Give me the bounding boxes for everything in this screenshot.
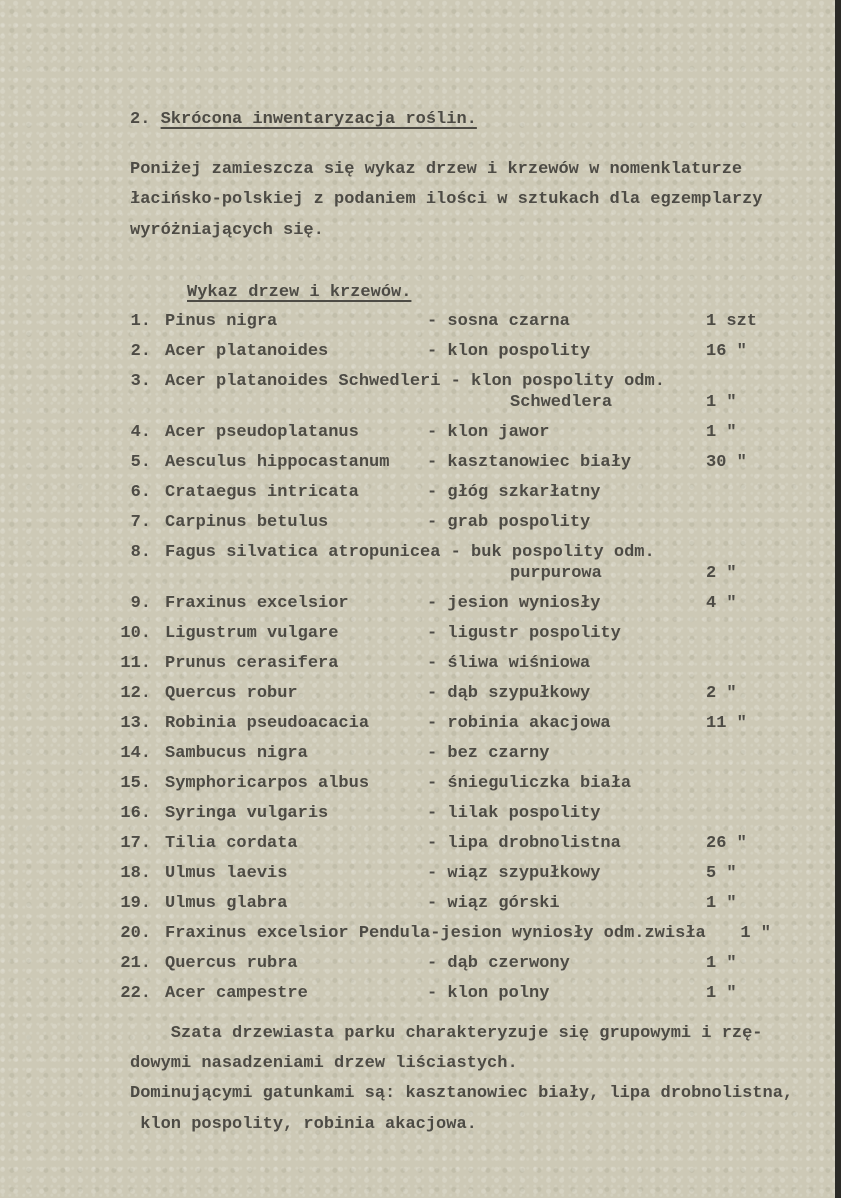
polish-name: - klon jawor bbox=[427, 423, 550, 442]
polish-name: - dąb szypułkowy bbox=[427, 684, 591, 703]
list-item bbox=[0, 543, 841, 594]
polish-name: - robinia akacjowa bbox=[427, 714, 611, 733]
item-number: 10. bbox=[120, 624, 151, 643]
list-item bbox=[0, 744, 841, 774]
list-item bbox=[0, 423, 841, 453]
latin-name: Tilia cordata bbox=[165, 834, 298, 853]
list-item bbox=[0, 453, 841, 483]
polish-name: - wiąz szypułkowy bbox=[427, 864, 601, 883]
list-item bbox=[0, 714, 841, 744]
list-item bbox=[0, 774, 841, 804]
quantity: 1 " bbox=[706, 423, 737, 442]
polish-name: - ligustr pospolity bbox=[427, 624, 621, 643]
item-number: 4. bbox=[130, 423, 151, 442]
list-item bbox=[0, 804, 841, 834]
polish-name-continuation: Schwedlera bbox=[510, 393, 613, 412]
item-number: 20. bbox=[120, 924, 151, 943]
polish-name: - lipa drobnolistna bbox=[427, 834, 621, 853]
latin-name: Prunus cerasifera bbox=[165, 654, 339, 673]
latin-name: Fraxinus excelsior bbox=[165, 594, 349, 613]
item-names bbox=[165, 372, 665, 391]
latin-name: Ulmus glabra bbox=[165, 894, 288, 913]
intro-line-3: wyróżniających się. bbox=[130, 221, 324, 240]
polish-name: - dąb czerwony bbox=[427, 954, 570, 973]
closing-line-2: dowymi nasadzeniami drzew liściastych. bbox=[130, 1054, 518, 1073]
quantity: 1 " bbox=[706, 894, 737, 913]
latin-name: Ligustrum vulgare bbox=[165, 624, 339, 643]
item-number: 11. bbox=[120, 654, 151, 673]
list-item bbox=[0, 513, 841, 543]
quantity: 1 " bbox=[706, 393, 737, 412]
latin-name: Quercus rubra bbox=[165, 954, 298, 973]
latin-name: Quercus robur bbox=[165, 684, 298, 703]
item-number: 15. bbox=[120, 774, 151, 793]
item-number: 19. bbox=[120, 894, 151, 913]
quantity: 1 szt bbox=[706, 312, 758, 331]
quantity: 4 " bbox=[706, 594, 737, 613]
list-item bbox=[0, 624, 841, 654]
polish-name: - śliwa wiśniowa bbox=[427, 654, 591, 673]
closing-line-4: klon pospolity, robinia akacjowa. bbox=[130, 1115, 477, 1134]
list-item bbox=[0, 372, 841, 423]
latin-name: Acer platanoides Schwedleri bbox=[165, 372, 441, 391]
item-number: 17. bbox=[120, 834, 151, 853]
list-item bbox=[0, 924, 841, 954]
latin-name: Syringa vulgaris bbox=[165, 804, 329, 823]
item-number: 9. bbox=[130, 594, 151, 613]
item-number: 7. bbox=[130, 513, 151, 532]
polish-name-continuation: purpurowa bbox=[510, 564, 602, 583]
item-number: 3. bbox=[130, 372, 151, 391]
latin-name: Fagus silvatica atropunicea bbox=[165, 543, 441, 562]
item-number: 21. bbox=[120, 954, 151, 973]
latin-name: Aesculus hippocastanum bbox=[165, 453, 390, 472]
list-item bbox=[0, 312, 841, 342]
closing-line-3: Dominującymi gatunkami są: kasztanowiec biały, lipa drobnolistna, bbox=[130, 1084, 794, 1103]
item-number: 13. bbox=[120, 714, 151, 733]
latin-name: Acer campestre bbox=[165, 984, 308, 1003]
latin-name: Acer pseudoplatanus bbox=[165, 423, 359, 442]
item-number: 6. bbox=[130, 483, 151, 502]
intro-line-1: Poniżej zamieszcza się wykaz drzew i krzewów w nomenklaturze bbox=[130, 160, 743, 179]
intro-line-2: łacińsko-polskiej z podaniem ilości w sztukach dla egzemplarzy bbox=[130, 190, 763, 209]
polish-name: - bez czarny bbox=[427, 744, 550, 763]
list-item bbox=[0, 864, 841, 894]
list-item bbox=[0, 984, 841, 1014]
latin-name: Carpinus betulus bbox=[165, 513, 329, 532]
polish-name: - klon pospolity odm. bbox=[450, 372, 665, 391]
latin-name: Fraxinus excelsior Pendula bbox=[165, 924, 431, 943]
section-title: Skrócona inwentaryzacja roślin. bbox=[160, 110, 477, 129]
quantity: 1 " bbox=[706, 954, 737, 973]
polish-name: - buk pospolity odm. bbox=[450, 543, 655, 562]
closing-line-1: Szata drzewiasta parku charakteryzuje się grupowymi i rzę- bbox=[130, 1024, 763, 1043]
list-item bbox=[0, 654, 841, 684]
latin-name: Robinia pseudoacacia bbox=[165, 714, 370, 733]
list-title: Wykaz drzew i krzewów. bbox=[187, 283, 412, 302]
polish-name: - sosna czarna bbox=[427, 312, 570, 331]
list-item bbox=[0, 954, 841, 984]
item-number: 8. bbox=[130, 543, 151, 562]
latin-name: Acer platanoides bbox=[165, 342, 329, 361]
item-names bbox=[165, 924, 706, 943]
list-item bbox=[0, 594, 841, 624]
quantity: 2 " bbox=[706, 684, 737, 703]
quantity: 1 " bbox=[706, 984, 737, 1003]
list-item bbox=[0, 483, 841, 513]
polish-name: - głóg szkarłatny bbox=[427, 483, 601, 502]
item-number: 12. bbox=[120, 684, 151, 703]
latin-name: Pinus nigra bbox=[165, 312, 278, 331]
polish-name: - klon pospolity bbox=[427, 342, 591, 361]
quantity: 26 " bbox=[706, 834, 747, 853]
polish-name: -jesion wyniosły odm.zwisła bbox=[430, 924, 706, 943]
polish-name: - lilak pospolity bbox=[427, 804, 601, 823]
item-number: 22. bbox=[120, 984, 151, 1003]
section-heading bbox=[130, 110, 477, 129]
item-number: 5. bbox=[130, 453, 151, 472]
item-number: 14. bbox=[120, 744, 151, 763]
list-item bbox=[0, 342, 841, 372]
latin-name: Ulmus laevis bbox=[165, 864, 288, 883]
polish-name: - śnieguliczka biała bbox=[427, 774, 632, 793]
item-number: 2. bbox=[130, 342, 151, 361]
item-number: 16. bbox=[120, 804, 151, 823]
polish-name: - kasztanowiec biały bbox=[427, 453, 632, 472]
quantity: 16 " bbox=[706, 342, 747, 361]
quantity: 1 " bbox=[740, 924, 771, 943]
quantity: 2 " bbox=[706, 564, 737, 583]
quantity: 5 " bbox=[706, 864, 737, 883]
latin-name: Symphoricarpos albus bbox=[165, 774, 370, 793]
polish-name: - wiąz górski bbox=[427, 894, 560, 913]
polish-name: - jesion wyniosły bbox=[427, 594, 601, 613]
latin-name: Crataegus intricata bbox=[165, 483, 359, 502]
list-item bbox=[0, 894, 841, 924]
quantity: 30 " bbox=[706, 453, 747, 472]
polish-name: - klon polny bbox=[427, 984, 550, 1003]
item-number: 1. bbox=[130, 312, 151, 331]
polish-name: - grab pospolity bbox=[427, 513, 591, 532]
latin-name: Sambucus nigra bbox=[165, 744, 308, 763]
species-list bbox=[0, 312, 841, 1014]
section-number: 2. bbox=[130, 110, 151, 129]
list-item bbox=[0, 834, 841, 864]
item-names bbox=[165, 543, 655, 562]
item-number: 18. bbox=[120, 864, 151, 883]
list-item bbox=[0, 684, 841, 714]
quantity: 11 " bbox=[706, 714, 747, 733]
